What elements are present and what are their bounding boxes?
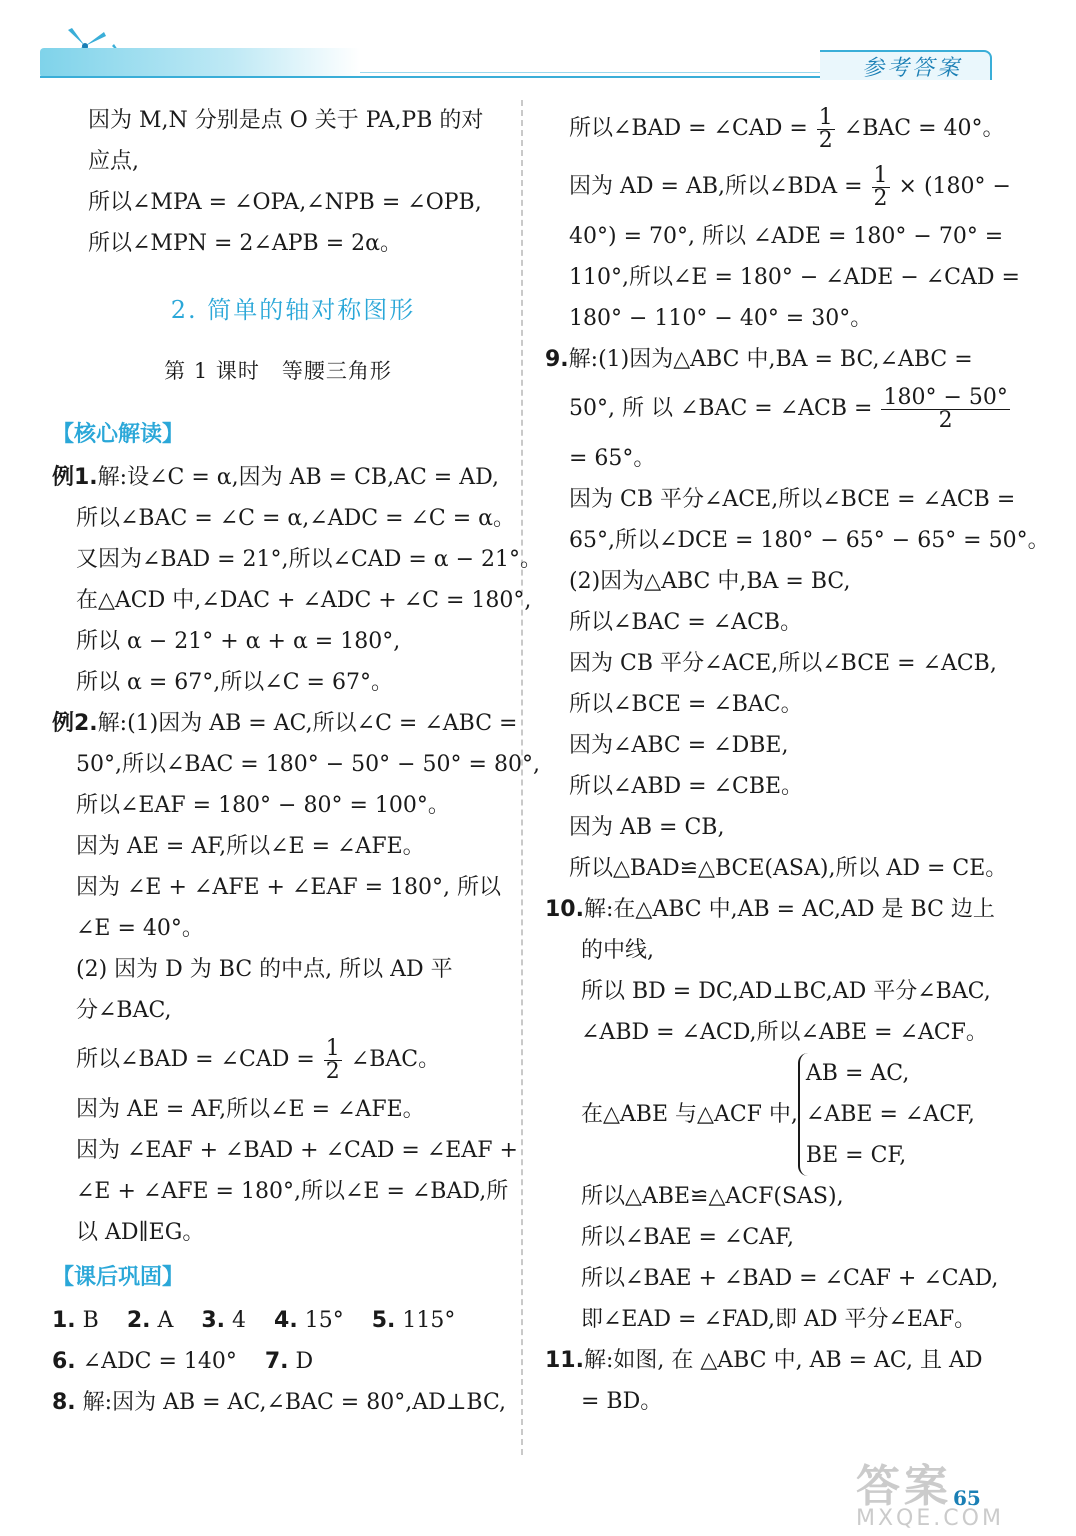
text-line: (2) 因为 D 为 BC 的中点, 所以 AD 平 (76, 957, 453, 982)
section-title: 2. 简单的轴对称图形 (170, 296, 416, 324)
text-line: 因为 AE = AF,所以∠E = ∠AFE。 (76, 834, 425, 859)
text-line: 因为 ∠EAF + ∠BAD + ∠CAD = ∠EAF + (76, 1138, 518, 1163)
question-number: 10. (545, 897, 584, 922)
header-band (40, 48, 360, 78)
text-line: 所以∠MPN = 2∠APB = 2α。 (88, 231, 402, 256)
text-line: 解:如图, 在 △ABC 中, AB = AC, 且 AD (583, 1348, 983, 1373)
answer-text: A (157, 1308, 174, 1333)
answer-text: 4 (232, 1308, 247, 1333)
fraction-prefix: 所以∠BAD = ∠CAD = (569, 116, 808, 141)
answer-number: 1. (52, 1308, 76, 1333)
text-line: 解:在△ABC 中,AB = AC,AD 是 BC 边上 (583, 897, 995, 922)
text-line: 所以∠MPA = ∠OPA,∠NPB = ∠OPB, (88, 190, 482, 215)
text-line: 所以△ABE≌△ACF(SAS), (581, 1184, 844, 1209)
text-line: 分∠BAC, (76, 998, 172, 1023)
text-line: 所以∠BAC = ∠ACB。 (569, 610, 803, 635)
fraction-denominator: 2 (938, 407, 953, 433)
answer-number: 3. (201, 1308, 226, 1333)
text-line: = BD。 (581, 1389, 663, 1414)
text-line: AB = AC, (805, 1061, 910, 1086)
text-line: 所以∠BAC = ∠C = α,∠ADC = ∠C = α。 (76, 506, 516, 531)
text-line: 所以 α − 21° + α + α = 180°, (76, 629, 401, 654)
fraction-denominator: 2 (818, 127, 833, 153)
text-line: 所以△BAD≌△BCE(ASA),所以 AD = CE。 (569, 856, 1008, 881)
text-line: 180° − 110° − 40° = 30°。 (569, 306, 873, 331)
fraction-line (545, 380, 1008, 438)
answer-text: D (295, 1349, 314, 1374)
after-class-heading: 【课后巩固】 (52, 1264, 185, 1290)
fraction-line (52, 1031, 504, 1089)
text-line: 解:设∠C = α,因为 AB = CB,AC = AD, (97, 465, 499, 490)
header-label: 参考答案 (862, 56, 963, 81)
answer-text: B (82, 1308, 99, 1333)
question-number: 9. (545, 347, 569, 372)
fraction-denominator: 2 (873, 185, 888, 211)
text-line: 即∠EAD = ∠FAD,即 AD 平分∠EAF。 (581, 1307, 977, 1332)
text-line: 所以 α = 67°,所以∠C = 67°。 (76, 670, 393, 695)
watermark-big: 答案 (856, 1461, 952, 1512)
question-number: 8. (52, 1390, 76, 1415)
text-line: 应点, (88, 149, 139, 174)
answer-number: 6. (52, 1349, 76, 1374)
answer-text: ∠ADC = 140° (82, 1349, 237, 1374)
fraction-numerator: 1 (325, 1035, 340, 1061)
question-11 (545, 1340, 995, 1422)
text-line: 因为 M,N 分别是点 O 关于 PA,PB 的对 (88, 108, 484, 133)
question-8 (52, 1382, 507, 1423)
answer-number: 7. (264, 1349, 289, 1374)
header-rule (40, 76, 820, 78)
question-10 (545, 889, 999, 1340)
watermark-small: MXQE.COM (856, 1506, 1004, 1531)
header-rule-thin (360, 72, 820, 73)
text-line: ∠E + ∠AFE = 180°,所以∠E = ∠BAD,所 (76, 1179, 509, 1204)
question-9 (545, 339, 1050, 889)
answer-text: 15° (304, 1308, 344, 1333)
brace-conditions (798, 1053, 975, 1176)
text-line: BE = CF, (805, 1143, 907, 1168)
fraction-suffix: ∠BAC。 (350, 1047, 441, 1072)
intro-block (52, 100, 504, 264)
fraction-prefix: 50°, 所 以 ∠BAC = ∠ACB = (569, 396, 873, 421)
text-line: 的中线, (581, 938, 654, 963)
answer-number: 4. (274, 1308, 298, 1333)
left-column (52, 100, 543, 1423)
text-line: 所以∠BAE + ∠BAD = ∠CAF + ∠CAD, (581, 1266, 999, 1291)
text-line: 解:(1)因为△ABC 中,BA = BC,∠ABC = (568, 347, 973, 372)
text-line: 110°,所以∠E = 180° − ∠ADE − ∠CAD = (569, 265, 1020, 290)
fraction-suffix: ∠BAC = 40°。 (843, 116, 1005, 141)
text-line: 又因为∠BAD = 21°,所以∠CAD = α − 21°。 (76, 547, 543, 572)
text-line: 因为 AB = CB, (569, 815, 725, 840)
text-line: 所以∠ABD = ∠CBE。 (569, 774, 804, 799)
text-line: 因为 CB 平分∠ACE,所以∠BCE = ∠ACB, (569, 651, 997, 676)
text-line: 所以 BD = DC,AD⊥BC,AD 平分∠BAC, (581, 979, 991, 1004)
right-column (545, 100, 1050, 1422)
text-line: 40°) = 70°, 所以 ∠ADE = 180° − 70° = (569, 224, 1004, 249)
text-line: ∠E = 40°。 (76, 916, 204, 941)
fraction-denominator: 2 (325, 1058, 340, 1084)
lesson-title: 第 1 课时 等腰三角形 (164, 359, 392, 383)
text-line: 以 AD∥EG。 (76, 1220, 205, 1245)
fraction (881, 384, 1009, 433)
fraction-prefix: 所以∠BAD = ∠CAD = (76, 1047, 315, 1072)
text-line: 所以∠EAF = 180° − 80° = 100°。 (76, 793, 450, 818)
fraction-line (545, 100, 1005, 158)
fraction (817, 104, 835, 153)
fraction-prefix: 因为 AD = AB,所以∠BDA = (569, 174, 863, 199)
fraction (324, 1035, 342, 1084)
answers-row-1 (52, 1300, 504, 1341)
text-line: 因为 CB 平分∠ACE,所以∠BCE = ∠ACB = (569, 487, 1016, 512)
fraction-numerator: 180° − 50° (883, 384, 1008, 410)
text-line: 因为∠ABC = ∠DBE, (569, 733, 789, 758)
brace-system (545, 1053, 995, 1176)
text-line: 65°,所以∠DCE = 180° − 65° − 65° = 50°。 (569, 528, 1050, 553)
fraction-numerator: 1 (818, 104, 833, 130)
question-number: 11. (545, 1348, 584, 1373)
answer-number: 5. (371, 1308, 396, 1333)
example-1 (52, 457, 543, 703)
fraction-numerator: 1 (873, 162, 888, 188)
text-line: 因为 AE = AF,所以∠E = ∠AFE。 (76, 1097, 425, 1122)
answer-number: 2. (126, 1308, 151, 1333)
text-line: 解:因为 AB = AC,∠BAC = 80°,AD⊥BC, (82, 1390, 507, 1415)
page-number: 65 (953, 1486, 981, 1510)
fraction-suffix: × (180° − (898, 174, 1011, 199)
answer-text: 115° (402, 1308, 456, 1333)
text-line: (2)因为△ABC 中,BA = BC, (569, 569, 851, 594)
fraction-line (545, 158, 1011, 216)
fraction (872, 162, 890, 211)
brace-prefix: 在△ABE 与△ACF 中, (581, 1102, 798, 1127)
text-line: 所以∠BCE = ∠BAC。 (569, 692, 803, 717)
text-line: = 65°。 (569, 446, 656, 471)
core-reading-heading: 【核心解读】 (52, 421, 185, 447)
page-header (0, 0, 1076, 90)
example-2 (52, 703, 540, 1253)
example-number: 例2. (52, 711, 98, 736)
text-line: 50°,所以∠BAC = 180° − 50° − 50° = 80°, (76, 752, 540, 777)
text-line: 解:(1)因为 AB = AC,所以∠C = ∠ABC = (97, 711, 518, 736)
text-line: 所以∠BAE = ∠CAF, (581, 1225, 794, 1250)
text-line: ∠ABE = ∠ACF, (805, 1102, 975, 1127)
text-line: 在△ACD 中,∠DAC + ∠ADC + ∠C = 180°, (76, 588, 532, 613)
text-line: 因为 ∠E + ∠AFE + ∠EAF = 180°, 所以 (76, 875, 502, 900)
example-number: 例1. (52, 465, 98, 490)
text-line: ∠ABD = ∠ACD,所以∠ABE = ∠ACF。 (581, 1020, 988, 1045)
answers-row-2 (52, 1341, 504, 1382)
watermark (856, 1450, 1056, 1531)
